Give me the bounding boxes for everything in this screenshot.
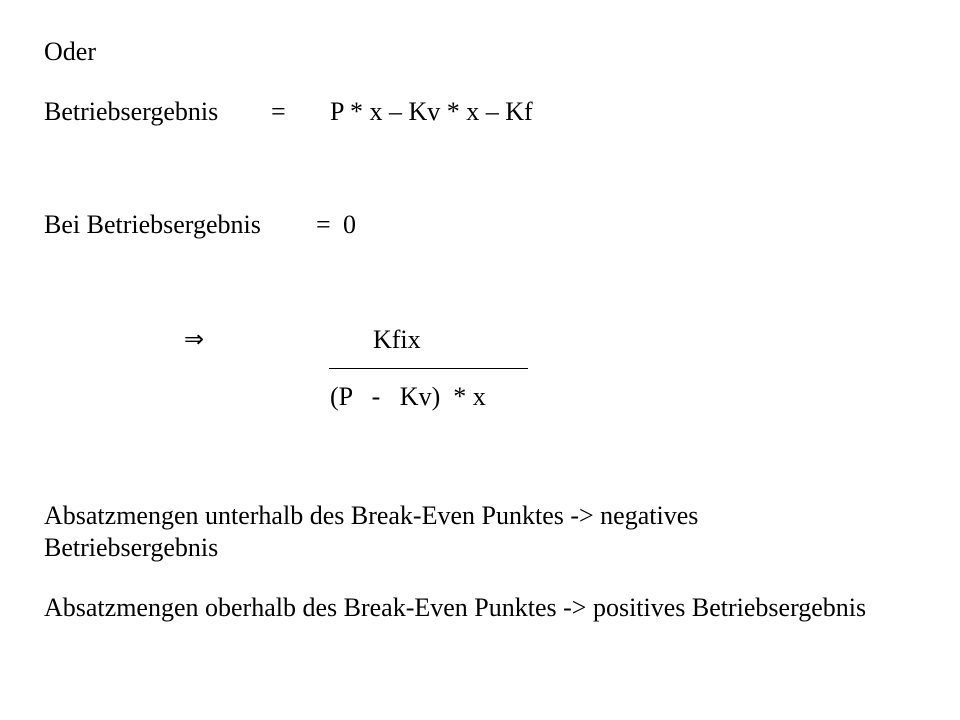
condition-value: 0	[343, 210, 356, 239]
statement-above: Absatzmengen oberhalb des Break-Even Punktes -> positives Betriebsergebnis	[44, 593, 867, 622]
formula-lhs: Betriebsergebnis	[44, 97, 219, 126]
implies-arrow-icon: ⇒	[184, 325, 205, 353]
fraction-denominator: (P - Kv) * x	[330, 382, 486, 411]
fraction-numerator: Kfix	[373, 325, 421, 354]
formula-rhs: P * x – Kv * x – Kf	[330, 97, 533, 126]
fraction-bar	[329, 368, 528, 369]
intro-text: Oder	[44, 37, 96, 66]
condition-equals: =	[316, 210, 331, 239]
statement-below: Absatzmengen unterhalb des Break-Even Punktes -> negatives Betriebsergebnis	[44, 501, 699, 562]
condition-label: Bei Betriebsergebnis	[44, 210, 261, 239]
formula-equals: =	[271, 97, 286, 126]
